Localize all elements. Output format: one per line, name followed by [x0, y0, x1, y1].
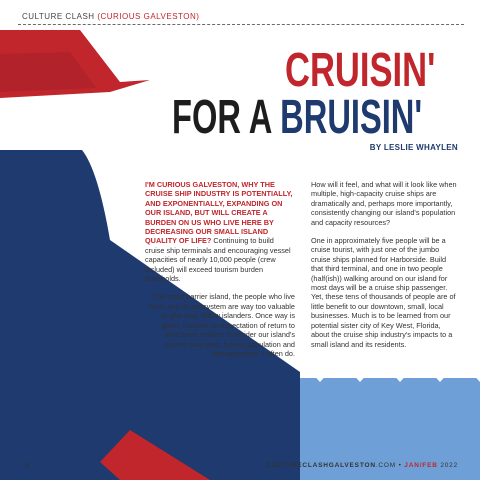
footer-domain: .COM — [375, 462, 396, 469]
section-label — [22, 12, 199, 21]
byline: BY LESLIE WHAYLEN — [369, 143, 458, 152]
article-column-left — [145, 180, 295, 367]
headline-line-2 — [172, 91, 423, 144]
headline-prefix: FOR A — [172, 91, 281, 144]
magazine-footer: CULTURECLASHGALVESTON.COM • JAN/FEB 2022 — [266, 462, 458, 469]
section-prefix: CULTURE CLASH — [22, 12, 95, 21]
headline-accent: BRUISIN' — [280, 91, 423, 144]
article-paragraph: How will it feel, and what will it look like when multiple, high-capacity cruise ships are dramatically and, perhaps more importantly, consistently changing our island's population and capacity resources? — [311, 180, 457, 227]
article-paragraph: One in approximately five people will be a cruise tourist, with just one of the jumbo cruise ships planned for Harborside. Build that third terminal, and one in two people (half(ish)) walking around on our island for most days will be a cruise ship passenger. Yet, these tens of thousands of people are of little benefit to our downtown, small, local businesses. Much is to be learned from our potential sister city of Key West, Florida, about the cruise ship industry's impacts to a small island and its residents. — [311, 236, 456, 349]
footer-issue: JAN/FEB — [404, 462, 438, 469]
page-number: 8 — [25, 462, 29, 469]
header-divider — [18, 24, 464, 25]
footer-year: 2022 — [440, 462, 458, 469]
article-lead: I'M CURIOUS GALVESTON, WHY THE CRUISE SHIP INDUSTRY IS POTENTIALLY, AND EXPONENTIALLY, EXPANDING ON OUR ISLAND, BUT WILL CREATE A BURDEN ON US WHO LIVE HERE BY DECREASING OUR SMALL ISLAND QUALITY OF LIFE? — [145, 180, 293, 246]
article-lead-continuation: Continuing to build cruise ship terminals and encouraging vessel capacities of nearly 10,000 people (crew included) will exceed tourism burden thresholds. — [145, 236, 291, 284]
article-column-right — [311, 180, 459, 358]
article-paragraph — [145, 180, 295, 283]
section-accent: (CURIOUS GALVESTON) — [97, 12, 200, 21]
article-paragraph: This sand barrier island, the people who live here, and its ecosystem are way too valuable to give way, fellow islanders. Once way is given, I harbor no expectation of return to what once existed. Consider our island's current (and past, future) population and demographics. I often do. — [148, 292, 295, 358]
headline-line-1: CRUISIN' — [285, 44, 436, 97]
footer-site: CULTURECLASHGALVESTON — [266, 462, 376, 469]
